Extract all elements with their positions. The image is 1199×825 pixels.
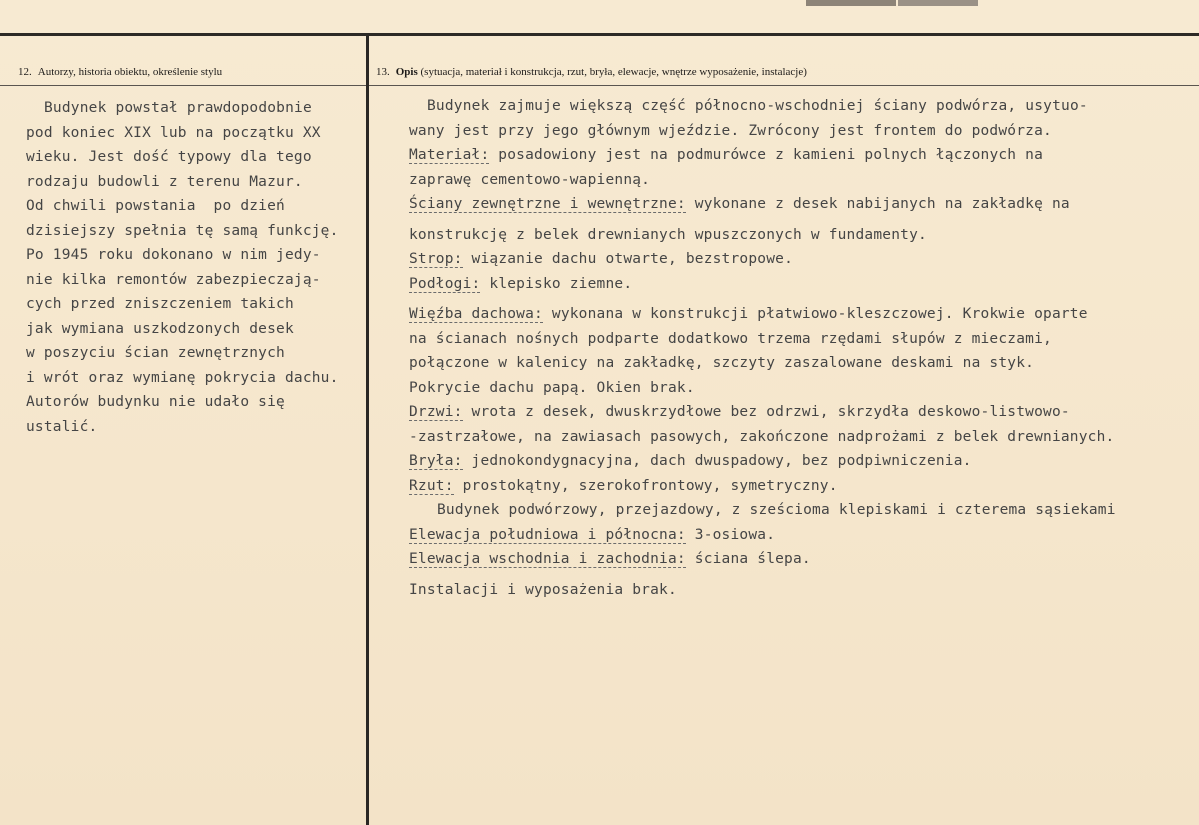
text-line bbox=[409, 143, 1199, 168]
text-line: zaprawę cementowo-wapienną. bbox=[409, 171, 651, 188]
text-line: pod koniec XIX lub na początku XX bbox=[26, 124, 321, 141]
field-label-body: Bryła: bbox=[409, 453, 463, 469]
description-text bbox=[409, 94, 1199, 602]
text-line: na ścianach nośnych podparte dodatkowo trzema rzędami słupów z mieczami, bbox=[409, 330, 1052, 347]
header-rule bbox=[0, 85, 1199, 86]
section-title: Autorzy, historia obiektu, określenie stylu bbox=[37, 66, 223, 78]
text-line: -zastrzałowe, na zawiasach pasowych, zakończone nadprożami z belek drewnianych. bbox=[409, 428, 1115, 445]
field-label-roof: Więźba dachowa: bbox=[409, 306, 543, 322]
text-line: Budynek zajmuje większą część północno-wschodniej ściany podwórza, usytuo- bbox=[427, 98, 1088, 114]
field-label-elevation-ns: Elewacja południowa i północna: bbox=[409, 526, 686, 543]
field-label-plan: Rzut: bbox=[409, 477, 454, 494]
field-label-elevation-ew: Elewacja wschodnia i zachodnia: bbox=[409, 551, 686, 567]
text-line: dzisiejszy spełnia tę samą funkcję. bbox=[26, 222, 339, 239]
text-line: nie kilka remontów zabezpieczają- bbox=[26, 271, 321, 288]
section-title-bold: Opis bbox=[395, 66, 418, 78]
field-label-ceiling: Strop: bbox=[409, 251, 463, 267]
section-number: 13. bbox=[376, 66, 390, 78]
text-line: wieku. Jest dość typowy dla tego bbox=[26, 149, 312, 165]
top-tab-mark bbox=[806, 0, 896, 6]
field-text: posadowiony jest na podmurówce z kamieni polnych łączonych na bbox=[489, 147, 1044, 163]
section-12-header bbox=[18, 66, 222, 78]
field-text: ściana ślepa. bbox=[685, 551, 811, 567]
history-text bbox=[26, 96, 361, 439]
text-line bbox=[409, 247, 1199, 272]
field-label-material: Materiał: bbox=[409, 147, 490, 163]
text-line: cych przed zniszczeniem takich bbox=[26, 296, 294, 312]
text-line bbox=[409, 523, 1199, 548]
text-line bbox=[409, 474, 1199, 499]
text-line bbox=[409, 400, 1199, 425]
text-line: Autorów budynku nie udało się bbox=[26, 394, 285, 410]
field-text: prostokątny, szerokofrontowy, symetryczny. bbox=[453, 477, 838, 494]
text-line bbox=[409, 192, 1199, 217]
text-line bbox=[409, 547, 1199, 572]
top-rule bbox=[0, 33, 1199, 36]
text-line: Od chwili powstania po dzień bbox=[26, 198, 285, 214]
field-text: wykonane z desek nabijanych na zakładkę na bbox=[685, 196, 1070, 212]
field-label-doors: Drzwi: bbox=[409, 404, 463, 420]
text-line bbox=[409, 272, 1199, 297]
text-line bbox=[409, 449, 1199, 474]
text-line: w poszyciu ścian zewnętrznych bbox=[26, 345, 285, 361]
text-line: Instalacji i wyposażenia brak. bbox=[409, 581, 677, 598]
section-13-header bbox=[376, 66, 807, 78]
section-title: (sytuacja, materiał i konstrukcja, rzut, bryła, elewacje, wnętrze wyposażenie, instalacje) bbox=[417, 66, 807, 78]
field-label-floors: Podłogi: bbox=[409, 275, 481, 292]
text-line: rodzaju budowli z terenu Mazur. bbox=[26, 173, 303, 190]
field-text: klepisko ziemne. bbox=[480, 275, 633, 292]
text-line: Po 1945 roku dokonano w nim jedy- bbox=[26, 247, 321, 263]
field-label-walls: Ściany zewnętrzne i wewnętrzne: bbox=[409, 196, 686, 212]
field-text: wykonana w konstrukcji płatwiowo-kleszczowej. Krokwie oparte bbox=[542, 306, 1088, 322]
text-line: i wrót oraz wymianę pokrycia dachu. bbox=[26, 369, 339, 386]
text-line: konstrukcję z belek drewnianych wpuszczonych w fundamenty. bbox=[409, 226, 927, 243]
field-text: jednokondygnacyjna, dach dwuspadowy, bez podpiwniczenia. bbox=[462, 453, 972, 469]
section-number: 12. bbox=[18, 66, 32, 78]
text-line: połączone w kalenicy na zakładkę, szczyty zaszalowane deskami na styk. bbox=[409, 355, 1035, 371]
field-text: wrota z desek, dwuskrzydłowe bez odrzwi, skrzydła deskowo-listwowo- bbox=[462, 404, 1070, 420]
text-line bbox=[409, 302, 1199, 327]
field-text: 3-osiowa. bbox=[685, 526, 776, 543]
text-line: wany jest przy jego głównym wjeździe. Zwrócony jest frontem do podwórza. bbox=[409, 122, 1052, 139]
text-line: Budynek podwórzowy, przejazdowy, z sześcioma klepiskami i czterema sąsiekami bbox=[437, 502, 1116, 518]
column-divider bbox=[366, 36, 369, 825]
text-line: Pokrycie dachu papą. Okien brak. bbox=[409, 379, 695, 396]
top-tab-mark bbox=[898, 0, 978, 6]
field-text: wiązanie dachu otwarte, bezstropowe. bbox=[462, 251, 793, 267]
text-line: ustalić. bbox=[26, 418, 98, 435]
text-line: jak wymiana uszkodzonych desek bbox=[26, 320, 294, 337]
text-line: Budynek powstał prawdopodobnie bbox=[44, 100, 312, 116]
